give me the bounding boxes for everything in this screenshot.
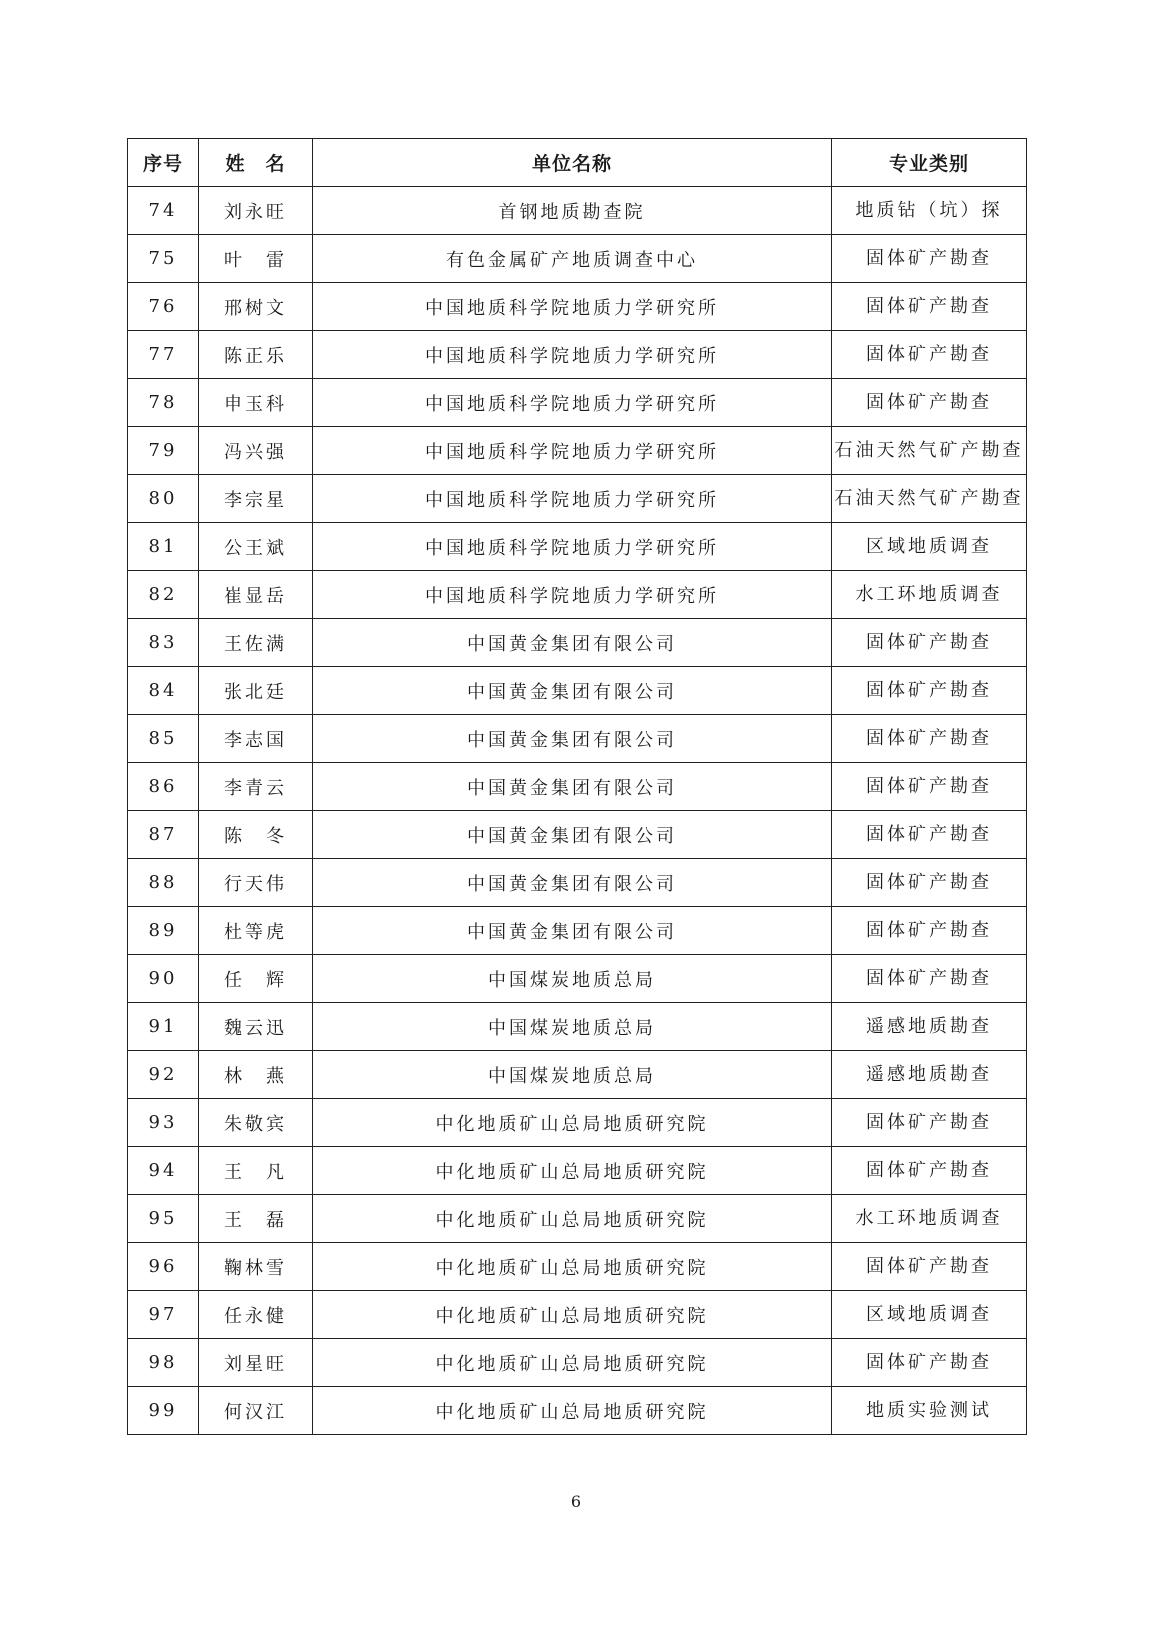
table-header-row <box>128 139 1027 187</box>
cell-unit-name: 中国地质科学院地质力学研究所 <box>313 379 832 427</box>
cell-serial-number: 88 <box>128 859 199 907</box>
cell-unit-name: 中国煤炭地质总局 <box>313 1003 832 1051</box>
cell-name: 行天伟 <box>199 859 313 907</box>
table-row <box>128 331 1027 379</box>
cell-specialty: 地质钻（坑）探 <box>832 187 1027 235</box>
cell-name: 魏云迅 <box>199 1003 313 1051</box>
cell-specialty: 遥感地质勘查 <box>832 1003 1027 1051</box>
table-row <box>128 1387 1027 1435</box>
cell-name: 陈正乐 <box>199 331 313 379</box>
cell-name: 邢树文 <box>199 283 313 331</box>
cell-specialty: 区域地质调查 <box>832 523 1027 571</box>
table-row <box>128 1243 1027 1291</box>
cell-name: 申玉科 <box>199 379 313 427</box>
table-row <box>128 571 1027 619</box>
table-row <box>128 1339 1027 1387</box>
cell-unit-name: 中化地质矿山总局地质研究院 <box>313 1291 832 1339</box>
cell-specialty: 固体矿产勘查 <box>832 1243 1027 1291</box>
cell-name: 李志国 <box>199 715 313 763</box>
table-row <box>128 1147 1027 1195</box>
cell-serial-number: 75 <box>128 235 199 283</box>
cell-serial-number: 90 <box>128 955 199 1003</box>
cell-specialty: 固体矿产勘查 <box>832 331 1027 379</box>
cell-name: 林 燕 <box>199 1051 313 1099</box>
table-row <box>128 283 1027 331</box>
cell-unit-name: 中化地质矿山总局地质研究院 <box>313 1387 832 1435</box>
table-row <box>128 763 1027 811</box>
cell-name: 任 辉 <box>199 955 313 1003</box>
table-row <box>128 427 1027 475</box>
table-row <box>128 811 1027 859</box>
cell-unit-name: 中国黄金集团有限公司 <box>313 715 832 763</box>
cell-name: 王佐满 <box>199 619 313 667</box>
cell-unit-name: 中化地质矿山总局地质研究院 <box>313 1099 832 1147</box>
cell-specialty: 固体矿产勘查 <box>832 667 1027 715</box>
cell-specialty: 水工环地质调查 <box>832 571 1027 619</box>
cell-specialty: 石油天然气矿产勘查 <box>832 475 1027 523</box>
cell-specialty: 区域地质调查 <box>832 1291 1027 1339</box>
cell-unit-name: 中国煤炭地质总局 <box>313 955 832 1003</box>
cell-unit-name: 中化地质矿山总局地质研究院 <box>313 1339 832 1387</box>
table-row <box>128 1291 1027 1339</box>
cell-specialty: 固体矿产勘查 <box>832 763 1027 811</box>
cell-specialty: 固体矿产勘查 <box>832 619 1027 667</box>
cell-specialty: 固体矿产勘查 <box>832 1099 1027 1147</box>
cell-specialty: 固体矿产勘查 <box>832 715 1027 763</box>
cell-unit-name: 中化地质矿山总局地质研究院 <box>313 1243 832 1291</box>
cell-specialty: 固体矿产勘查 <box>832 1339 1027 1387</box>
table-row <box>128 1099 1027 1147</box>
table-row <box>128 187 1027 235</box>
cell-serial-number: 81 <box>128 523 199 571</box>
cell-specialty: 固体矿产勘查 <box>832 955 1027 1003</box>
personnel-table <box>127 138 1027 1435</box>
cell-serial-number: 80 <box>128 475 199 523</box>
cell-unit-name: 中国地质科学院地质力学研究所 <box>313 523 832 571</box>
cell-unit-name: 中国地质科学院地质力学研究所 <box>313 571 832 619</box>
cell-serial-number: 83 <box>128 619 199 667</box>
cell-serial-number: 94 <box>128 1147 199 1195</box>
cell-name: 刘永旺 <box>199 187 313 235</box>
cell-unit-name: 中国黄金集团有限公司 <box>313 859 832 907</box>
table-body <box>128 187 1027 1435</box>
cell-specialty: 固体矿产勘查 <box>832 1147 1027 1195</box>
cell-name: 王 磊 <box>199 1195 313 1243</box>
table-row <box>128 907 1027 955</box>
cell-specialty: 固体矿产勘查 <box>832 235 1027 283</box>
cell-serial-number: 78 <box>128 379 199 427</box>
cell-serial-number: 85 <box>128 715 199 763</box>
cell-name: 刘星旺 <box>199 1339 313 1387</box>
cell-specialty: 水工环地质调查 <box>832 1195 1027 1243</box>
cell-unit-name: 首钢地质勘查院 <box>313 187 832 235</box>
cell-serial-number: 87 <box>128 811 199 859</box>
cell-specialty: 固体矿产勘查 <box>832 283 1027 331</box>
cell-serial-number: 95 <box>128 1195 199 1243</box>
table-row <box>128 715 1027 763</box>
cell-serial-number: 92 <box>128 1051 199 1099</box>
cell-name: 何汉江 <box>199 1387 313 1435</box>
cell-serial-number: 99 <box>128 1387 199 1435</box>
cell-specialty: 固体矿产勘查 <box>832 811 1027 859</box>
cell-unit-name: 有色金属矿产地质调查中心 <box>313 235 832 283</box>
cell-unit-name: 中国煤炭地质总局 <box>313 1051 832 1099</box>
cell-name: 叶 雷 <box>199 235 313 283</box>
header-unit-name: 单位名称 <box>313 139 832 187</box>
cell-name: 陈 冬 <box>199 811 313 859</box>
table-row <box>128 955 1027 1003</box>
cell-specialty: 固体矿产勘查 <box>832 907 1027 955</box>
cell-unit-name: 中国黄金集团有限公司 <box>313 667 832 715</box>
cell-unit-name: 中国地质科学院地质力学研究所 <box>313 283 832 331</box>
cell-specialty: 遥感地质勘查 <box>832 1051 1027 1099</box>
header-serial-number: 序号 <box>128 139 199 187</box>
cell-serial-number: 98 <box>128 1339 199 1387</box>
cell-unit-name: 中国黄金集团有限公司 <box>313 811 832 859</box>
table-row <box>128 1195 1027 1243</box>
cell-name: 朱敬宾 <box>199 1099 313 1147</box>
cell-serial-number: 97 <box>128 1291 199 1339</box>
cell-unit-name: 中国地质科学院地质力学研究所 <box>313 331 832 379</box>
table-row <box>128 235 1027 283</box>
header-specialty: 专业类别 <box>832 139 1027 187</box>
cell-serial-number: 82 <box>128 571 199 619</box>
cell-specialty: 地质实验测试 <box>832 1387 1027 1435</box>
cell-unit-name: 中国黄金集团有限公司 <box>313 619 832 667</box>
cell-name: 张北廷 <box>199 667 313 715</box>
cell-specialty: 固体矿产勘查 <box>832 859 1027 907</box>
table-row <box>128 523 1027 571</box>
cell-serial-number: 91 <box>128 1003 199 1051</box>
cell-serial-number: 79 <box>128 427 199 475</box>
header-name: 姓 名 <box>199 139 313 187</box>
cell-unit-name: 中国黄金集团有限公司 <box>313 907 832 955</box>
table-row <box>128 475 1027 523</box>
cell-name: 崔显岳 <box>199 571 313 619</box>
cell-name: 任永健 <box>199 1291 313 1339</box>
cell-serial-number: 86 <box>128 763 199 811</box>
table-row <box>128 379 1027 427</box>
cell-unit-name: 中国地质科学院地质力学研究所 <box>313 427 832 475</box>
cell-serial-number: 89 <box>128 907 199 955</box>
table-row <box>128 1051 1027 1099</box>
cell-name: 鞠林雪 <box>199 1243 313 1291</box>
cell-serial-number: 84 <box>128 667 199 715</box>
cell-unit-name: 中国地质科学院地质力学研究所 <box>313 475 832 523</box>
cell-serial-number: 96 <box>128 1243 199 1291</box>
table-row <box>128 619 1027 667</box>
cell-name: 王 凡 <box>199 1147 313 1195</box>
cell-name: 公王斌 <box>199 523 313 571</box>
table-row <box>128 667 1027 715</box>
cell-serial-number: 74 <box>128 187 199 235</box>
cell-name: 冯兴强 <box>199 427 313 475</box>
cell-name: 李青云 <box>199 763 313 811</box>
table-row <box>128 1003 1027 1051</box>
page-number: 6 <box>570 1492 582 1511</box>
cell-unit-name: 中化地质矿山总局地质研究院 <box>313 1147 832 1195</box>
cell-unit-name: 中国黄金集团有限公司 <box>313 763 832 811</box>
cell-name: 杜等虎 <box>199 907 313 955</box>
cell-specialty: 石油天然气矿产勘查 <box>832 427 1027 475</box>
cell-specialty: 固体矿产勘查 <box>832 379 1027 427</box>
cell-serial-number: 76 <box>128 283 199 331</box>
cell-serial-number: 93 <box>128 1099 199 1147</box>
cell-unit-name: 中化地质矿山总局地质研究院 <box>313 1195 832 1243</box>
cell-serial-number: 77 <box>128 331 199 379</box>
cell-name: 李宗星 <box>199 475 313 523</box>
table-row <box>128 859 1027 907</box>
